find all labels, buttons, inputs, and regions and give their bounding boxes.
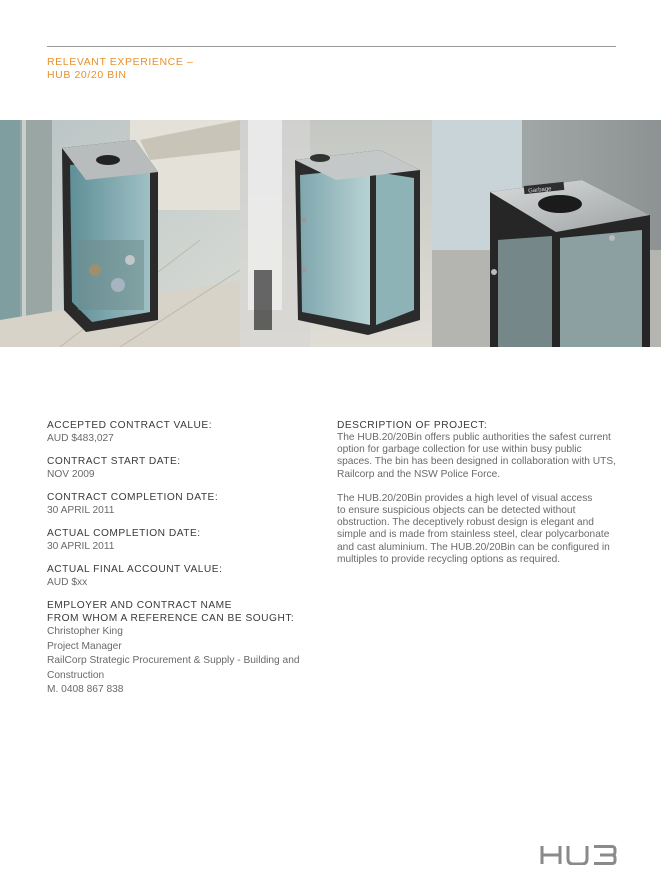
hub-logo: [540, 845, 617, 865]
header-line-2: HUB 20/20 BIN: [47, 69, 127, 81]
contract-details: [47, 419, 317, 698]
description-paragraph-2: [337, 493, 622, 566]
description-p2-line: obstruction. The deceptively robust design is elegant and: [337, 517, 594, 529]
header-line-1: RELEVANT EXPERIENCE –: [47, 56, 194, 68]
description-p2-line: simple and is made from stainless steel, clear polycarbonate: [337, 529, 610, 541]
top-rule: [47, 46, 616, 47]
description-p2-line: to ensure suspicious objects can be detected without: [337, 505, 576, 517]
description-label: DESCRIPTION OF PROJECT:: [337, 420, 488, 431]
page-header: [47, 56, 193, 82]
reference-label-line-1: EMPLOYER AND CONTRACT NAME: [47, 600, 232, 611]
reference-label-line-2: FROM WHOM A REFERENCE CAN BE SOUGHT:: [47, 613, 295, 624]
actual-completion-value: 30 APRIL 2011: [47, 541, 115, 552]
hub-logo-mark: [540, 845, 617, 865]
description-paragraph-1: [337, 432, 622, 481]
description-p2-line: and cast aluminium. The HUB.20/20Bin can be configured in: [337, 541, 610, 553]
final-account-label: ACTUAL FINAL ACCOUNT VALUE:: [47, 564, 223, 575]
contract-value: AUD $483,027: [47, 433, 114, 444]
reference-phone: M. 0408 867 838: [47, 684, 124, 695]
photo-bin-closeup: [432, 120, 661, 347]
description-p1-line: Railcorp and the NSW Police Force.: [337, 468, 501, 480]
description-p1-line: The HUB.20/20Bin offers public authorities the safest current: [337, 432, 611, 443]
completion-date-value: 30 APRIL 2011: [47, 505, 115, 516]
completion-date-label: CONTRACT COMPLETION DATE:: [47, 492, 219, 503]
reference-name: Christopher King: [47, 626, 123, 637]
bin-label-text: Garbage: [527, 186, 552, 195]
reference-organisation-line-1: RailCorp Strategic Procurement & Supply - Building and: [47, 655, 300, 666]
start-date-value: NOV 2009: [47, 469, 95, 480]
contract-value-label: ACCEPTED CONTRACT VALUE:: [47, 420, 213, 431]
description-p2-line: multiples to provide recycling options as required.: [337, 553, 561, 565]
photo-bin-concourse: [240, 120, 432, 347]
actual-completion-label: ACTUAL COMPLETION DATE:: [47, 528, 201, 539]
description-p1-line: option for garbage collection for use within busy public: [337, 444, 582, 456]
final-account-value: AUD $xx: [47, 577, 88, 588]
description-p2-line: The HUB.20/20Bin provides a high level of visual access: [337, 492, 593, 504]
photo-bin-station: [0, 120, 240, 347]
photo-strip: [0, 120, 661, 347]
reference-title: Project Manager: [47, 640, 122, 652]
reference-organisation-line-2: Construction: [47, 669, 105, 681]
start-date-label: CONTRACT START DATE:: [47, 456, 181, 467]
description-p1-line: spaces. The bin has been designed in collaboration with UTS,: [337, 456, 617, 468]
project-description: [337, 419, 622, 578]
